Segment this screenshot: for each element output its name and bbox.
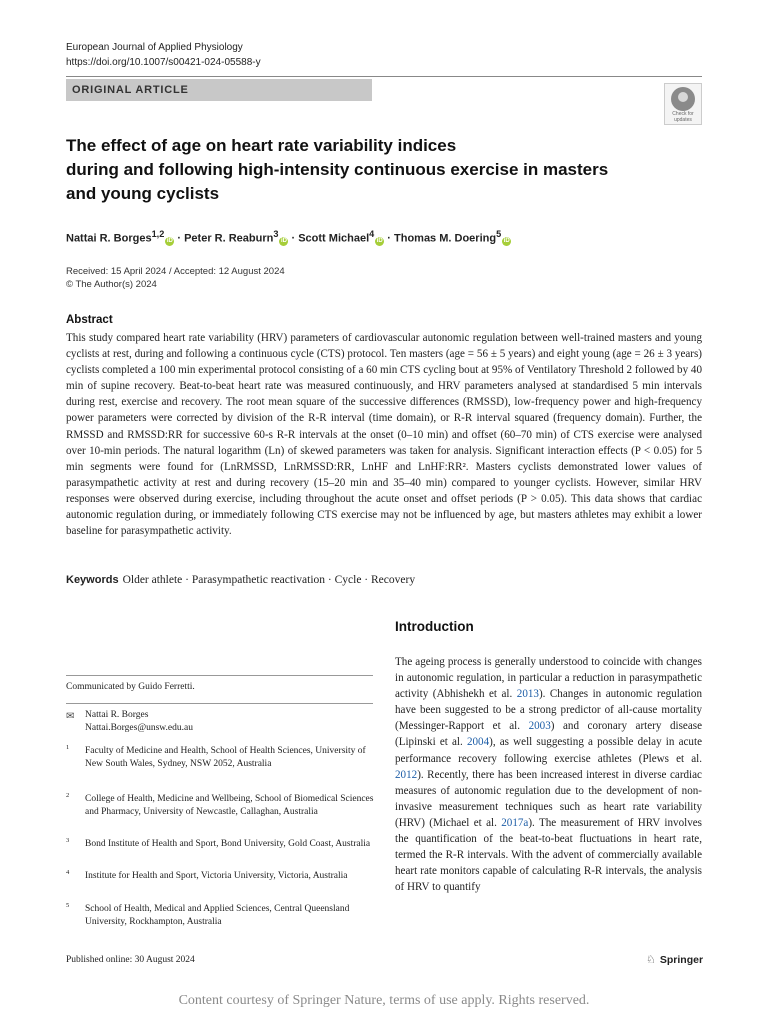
author-name[interactable]: Scott Michael (298, 232, 370, 245)
article-dates (66, 265, 285, 291)
springer-logo: ♘ Springer (646, 954, 704, 966)
copyright: © The Author(s) 2024 (66, 279, 157, 290)
author-list: Nattai R. Borges$^{1,2}$iD · Peter R. Reaburn$^3$iD · Scott Michael$^4$iD · Thomas M. Doering$^5$iD (66, 229, 510, 245)
title-line: The effect of age on heart rate variability indices (66, 136, 457, 155)
intro-text-segment: ). Recently, there has been increased interest in diverse cardiac measures of autonomic regulation due to the development of non-invasive measurement techniques such as heart rate variability (HRV) (Michael et al. (395, 768, 702, 829)
article-title (66, 134, 666, 206)
intro-text-segment: The ageing process is generally understood to coincide with changes in autonomic regulation, in particular a reduction in parasympathetic activity (Abhishekh et al. (395, 656, 702, 701)
abstract-heading: Abstract (66, 314, 113, 326)
citation-link[interactable]: 2013 (516, 688, 539, 701)
check-for-updates-badge[interactable]: Check for updates (664, 83, 702, 125)
corresponding-name: Nattai R. Borges (85, 710, 149, 720)
author-name[interactable]: Thomas M. Doering (394, 232, 497, 245)
keywords-text: Older athlete · Parasympathetic reactivation · Cycle · Recovery (122, 574, 416, 586)
footnote-rule (66, 703, 373, 704)
abstract-text: This study compared heart rate variability (HRV) parameters of cardiovascular autonomic regulation between well-trained masters and young cyclists at rest, during and following a continuous cycle (CTS) protocol. Ten masters (age = 56 ± 5 years) and eight young (age = 26 ± 3 years) cyclists completed a 100 min experimental protocol consisting of a 60 min CTS cycling bout at 95% of Ventilatory Threshold 2 followed by 40 min of supine recovery. Beat-to-beat heart rate was measured continuously, and HRV parameters analysed at standardised 5 min intervals during rest, exercise and recovery. The root mean square of the successive differences (RMSSD), low-frequency power and high-frequency power parameters were corrected by division of the R-R interval (time domain), or R-R interval squared (frequency domain). Further, the RMSSD and RMSSD:RR for successive 60-s R-R intervals at the onset (0–10 min) and offset (60–70 min) of CTS exercise were analysed over 10-min periods. The natural logarithm (Ln) of skewed parameters was taken for analysis. Significant interaction effects (P < 0.05) for 5 min segments were found for (LnRMSSD, LnRMSSD:RR, LnHF and LnHF:RR². Masters cyclists demonstrated lower values of parasympathetic activity at rest and during recovery (15–20 min and 35–40 min) compared to younger cyclists. However, similar HRV responses were observed during exercise, including throughout the acute onset and offset periods (P > 0.05). This data shows that cardiac autonomic regulation during, or immediately following CTS exercise may not be influenced by age, but masters athletes may exhibit a lower baseline for parasympathetic activity. (66, 332, 702, 538)
orcid-icon[interactable]: iD (376, 237, 383, 244)
author-name[interactable]: Nattai R. Borges (66, 232, 152, 245)
author-name[interactable]: Peter R. Reaburn (184, 232, 274, 245)
journal-name: European Journal of Applied Physiology (66, 42, 243, 53)
corresponding-email[interactable]: Nattai.Borges@unsw.edu.au (85, 723, 193, 733)
intro-text-segment: ). Changes in autonomic regulation have been suggested to be a strong predictor of all-cause mortality (Messinger-Rapport et al. (395, 688, 702, 733)
citation-link[interactable]: 2017a (501, 816, 529, 829)
springer-horse-icon: ♘ (646, 954, 656, 966)
intro-text-segment: ). The measurement of HRV involves the quantification of the beat-to-beat fluctuations in heart rate, termed the R-R intervals. With the advent of commercially available heart rate monitors capable of calculating R-R intervals, the analysis of HRV to quantify (395, 816, 702, 894)
title-line: during and following high-intensity continuous exercise in masters (66, 160, 609, 179)
received-accepted: Received: 15 April 2024 / Accepted: 12 August 2024 (66, 266, 285, 277)
envelope-icon: ✉ (66, 711, 75, 722)
communicated-by: Communicated by Guido Ferretti. (66, 682, 195, 692)
introduction-text (395, 654, 702, 895)
keywords (66, 572, 415, 588)
check-updates-icon (671, 87, 695, 111)
introduction-heading: Introduction (395, 619, 474, 634)
citation-link[interactable]: 2003 (528, 720, 551, 733)
title-line: and young cyclists (66, 184, 220, 203)
journal-header (66, 40, 261, 70)
orcid-icon[interactable]: iD (166, 237, 173, 244)
intro-text-segment: ), as well suggesting a possible delay in acute performance recovery following exercise athletes (Plews et al. (395, 736, 702, 765)
published-online: Published online: 30 August 2024 (66, 955, 195, 965)
header-rule (66, 76, 702, 77)
citation-link[interactable]: 2012 (395, 768, 418, 781)
doi-link[interactable]: https://doi.org/10.1007/s00421-024-05588-y (66, 57, 261, 68)
courtesy-notice: Content courtesy of Springer Nature, terms of use apply. Rights reserved. (178, 993, 590, 1008)
orcid-icon[interactable]: iD (280, 237, 287, 244)
footnote-rule (66, 675, 373, 676)
article-type-banner: ORIGINAL ARTICLE (66, 79, 372, 101)
orcid-icon[interactable]: iD (503, 237, 510, 244)
citation-link[interactable]: 2004 (466, 736, 490, 749)
keywords-heading: Keywords (66, 574, 119, 586)
intro-text-segment: ) and coronary artery disease (Lipinski et al. (395, 720, 702, 749)
